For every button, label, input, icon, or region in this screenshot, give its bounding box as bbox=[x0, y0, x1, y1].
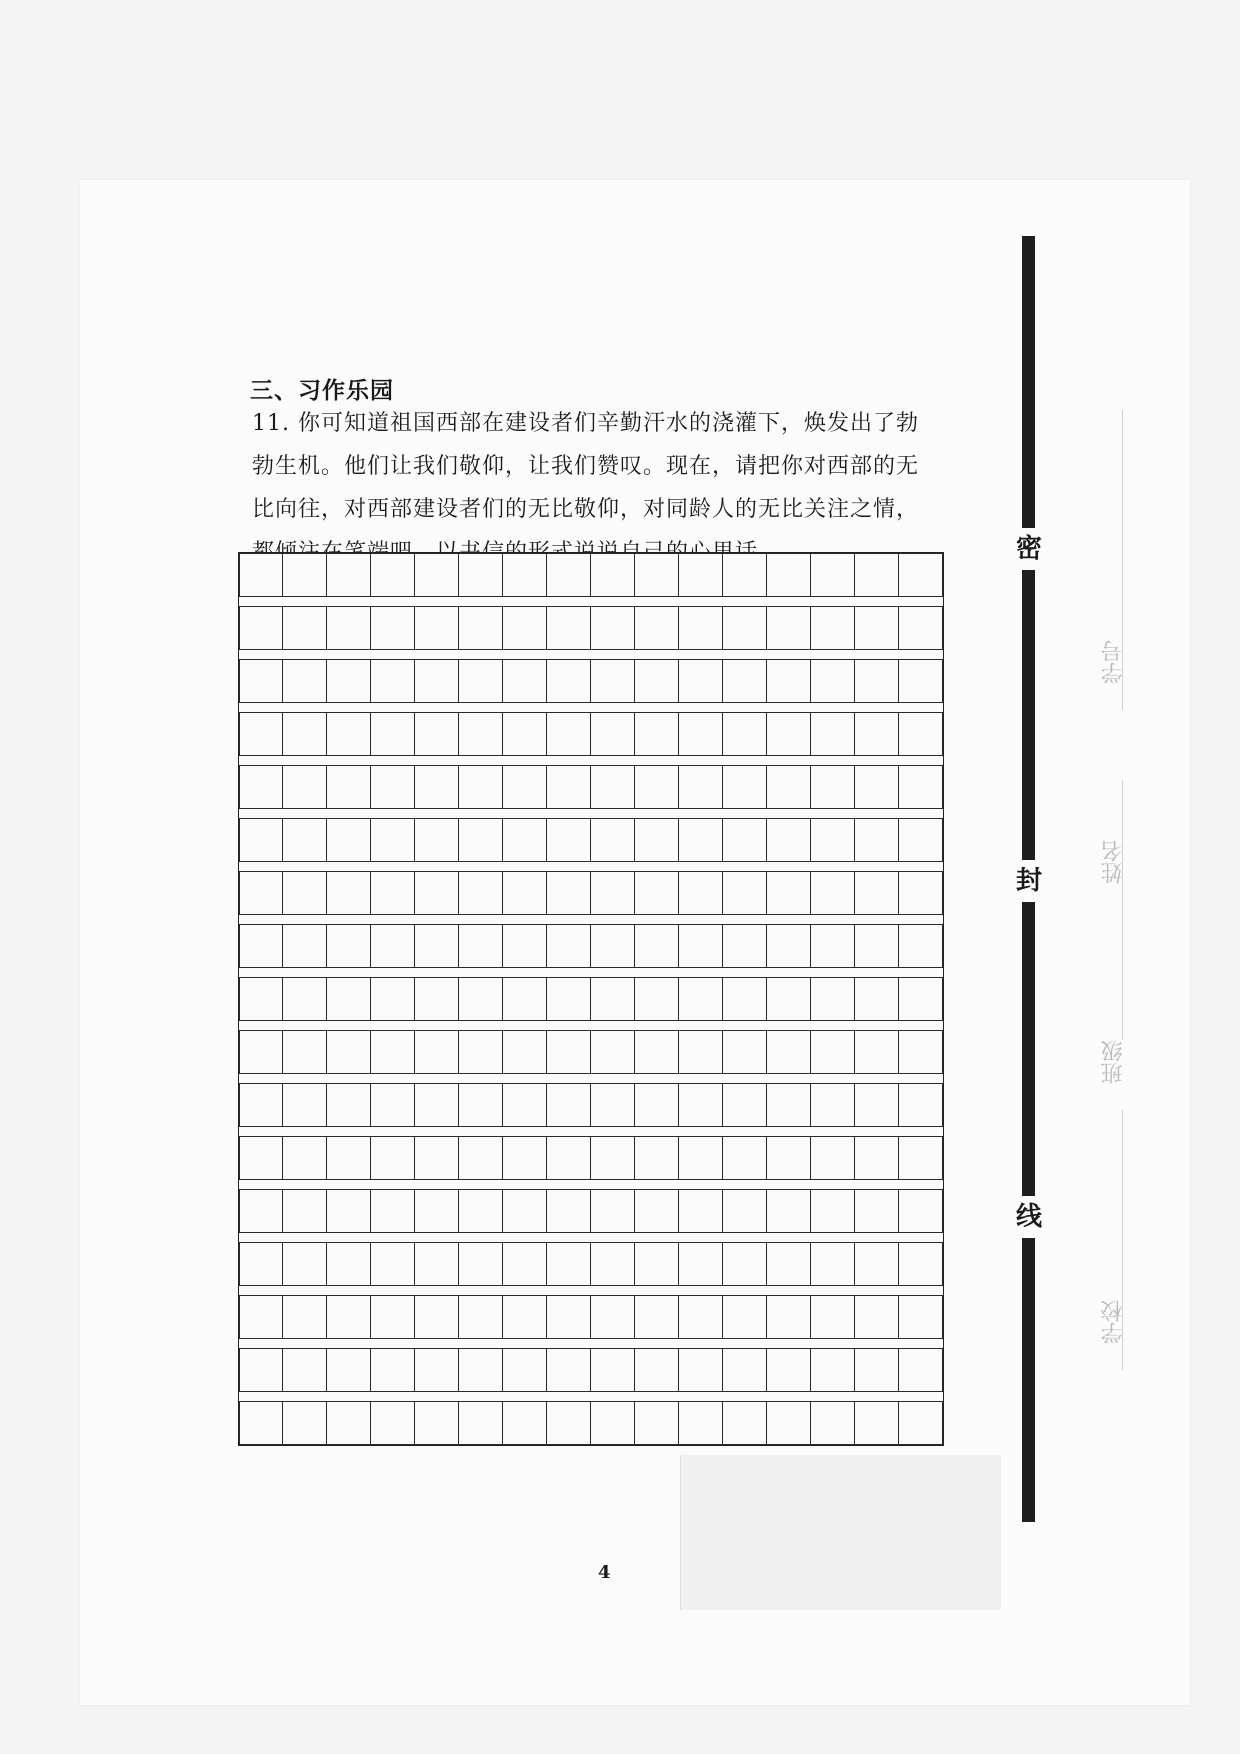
grid-cell bbox=[414, 871, 459, 915]
grid-cell bbox=[898, 977, 943, 1021]
grid-cell bbox=[634, 1136, 679, 1180]
grid-cell bbox=[282, 1348, 327, 1392]
grid-cell bbox=[239, 1401, 283, 1445]
seal-char-feng: 封 bbox=[1010, 860, 1048, 902]
grid-cell bbox=[414, 977, 459, 1021]
grid-cell bbox=[282, 1401, 327, 1445]
grid-cell bbox=[546, 1189, 591, 1233]
grid-cell bbox=[326, 1083, 371, 1127]
grid-cell bbox=[854, 1348, 899, 1392]
grid-cell bbox=[634, 1030, 679, 1074]
grid-cell bbox=[590, 1189, 635, 1233]
grid-cell bbox=[810, 712, 855, 756]
grid-cell bbox=[326, 1242, 371, 1286]
grid-cell bbox=[239, 606, 283, 650]
grid-cell bbox=[722, 818, 767, 862]
grid-cell bbox=[854, 871, 899, 915]
grid-cell bbox=[282, 871, 327, 915]
grid-cell bbox=[370, 977, 415, 1021]
grid-cell bbox=[326, 977, 371, 1021]
grid-cell bbox=[590, 871, 635, 915]
grid-cell bbox=[678, 1295, 723, 1339]
grid-cell bbox=[370, 765, 415, 809]
grid-cell bbox=[282, 1189, 327, 1233]
grid-cell bbox=[282, 1242, 327, 1286]
grid-cell bbox=[810, 606, 855, 650]
grid-cell bbox=[898, 765, 943, 809]
grid-cell bbox=[590, 712, 635, 756]
grid-cell bbox=[590, 1348, 635, 1392]
grid-cell bbox=[414, 553, 459, 597]
grid-cell bbox=[766, 1295, 811, 1339]
grid-cell bbox=[722, 1030, 767, 1074]
grid-cell bbox=[898, 659, 943, 703]
page-number: 4 bbox=[598, 1562, 611, 1583]
grid-cell bbox=[326, 553, 371, 597]
grid-cell bbox=[458, 553, 503, 597]
grid-cell bbox=[239, 1030, 283, 1074]
grid-cell bbox=[634, 1242, 679, 1286]
grid-cell bbox=[810, 1348, 855, 1392]
grid-cell bbox=[326, 1348, 371, 1392]
grid-cell bbox=[854, 818, 899, 862]
grid-cell bbox=[722, 1242, 767, 1286]
question-text: 11. 你可知道祖国西部在建设者们辛勤汗水的浇灌下，焕发出了勃勃生机。他们让我们敬仰，让我们赞叹。现在，请把你对西部的无比向往，对西部建设者们的无比敬仰，对同龄人的无比关注之情， bbox=[252, 411, 920, 522]
grid-cell bbox=[898, 871, 943, 915]
grid-cell bbox=[678, 765, 723, 809]
grid-cell bbox=[678, 818, 723, 862]
grid-cell bbox=[854, 977, 899, 1021]
grid-cell bbox=[722, 1189, 767, 1233]
grid-cell bbox=[898, 1348, 943, 1392]
grid-cell bbox=[678, 553, 723, 597]
grid-cell bbox=[326, 924, 371, 968]
grid-cell bbox=[282, 1030, 327, 1074]
tape-patch bbox=[680, 1455, 1001, 1610]
grid-cell bbox=[546, 818, 591, 862]
grid-cell bbox=[854, 659, 899, 703]
grid-cell bbox=[370, 606, 415, 650]
grid-cell bbox=[810, 1189, 855, 1233]
grid-cell bbox=[810, 659, 855, 703]
grid-cell bbox=[722, 924, 767, 968]
grid-cell bbox=[634, 606, 679, 650]
grid-cell bbox=[282, 659, 327, 703]
grid-cell bbox=[898, 712, 943, 756]
grid-cell bbox=[458, 1348, 503, 1392]
grid-cell bbox=[634, 924, 679, 968]
side-label-class: 班级 bbox=[1101, 1040, 1126, 1084]
grid-cell bbox=[678, 871, 723, 915]
grid-cell bbox=[678, 606, 723, 650]
grid-cell bbox=[546, 977, 591, 1021]
grid-cell bbox=[810, 977, 855, 1021]
grid-cell bbox=[810, 924, 855, 968]
grid-cell bbox=[502, 1030, 547, 1074]
grid-cell bbox=[458, 1083, 503, 1127]
grid-cell bbox=[502, 1189, 547, 1233]
grid-cell bbox=[634, 1401, 679, 1445]
grid-cell bbox=[854, 1401, 899, 1445]
grid-cell bbox=[766, 1030, 811, 1074]
grid-cell bbox=[854, 1242, 899, 1286]
grid-cell bbox=[458, 1401, 503, 1445]
grid-cell bbox=[502, 924, 547, 968]
grid-cell bbox=[810, 1401, 855, 1445]
grid-cell bbox=[326, 871, 371, 915]
grid-cell bbox=[766, 712, 811, 756]
grid-cell bbox=[590, 818, 635, 862]
grid-cell bbox=[326, 1189, 371, 1233]
grid-cell bbox=[634, 553, 679, 597]
grid-cell bbox=[898, 1189, 943, 1233]
grid-cell bbox=[546, 712, 591, 756]
grid-cell bbox=[282, 553, 327, 597]
grid-cell bbox=[898, 1401, 943, 1445]
grid-cell bbox=[722, 1401, 767, 1445]
grid-cell bbox=[634, 977, 679, 1021]
grid-cell bbox=[722, 977, 767, 1021]
grid-cell bbox=[326, 1136, 371, 1180]
grid-cell bbox=[370, 818, 415, 862]
grid-cell bbox=[458, 712, 503, 756]
grid-cell bbox=[898, 924, 943, 968]
grid-cell bbox=[854, 1189, 899, 1233]
grid-cell bbox=[678, 977, 723, 1021]
grid-cell bbox=[546, 659, 591, 703]
grid-cell bbox=[370, 1136, 415, 1180]
grid-cell bbox=[898, 1136, 943, 1180]
grid-cell bbox=[370, 1401, 415, 1445]
section-title: 三、习作乐园 bbox=[250, 378, 394, 404]
grid-cell bbox=[326, 1401, 371, 1445]
grid-cell bbox=[458, 1242, 503, 1286]
grid-cell bbox=[854, 1136, 899, 1180]
grid-cell bbox=[898, 1242, 943, 1286]
grid-cell bbox=[678, 1348, 723, 1392]
grid-cell bbox=[546, 871, 591, 915]
grid-cell bbox=[239, 924, 283, 968]
grid-cell bbox=[414, 712, 459, 756]
grid-cell bbox=[239, 1189, 283, 1233]
grid-cell bbox=[546, 924, 591, 968]
grid-cell bbox=[590, 659, 635, 703]
grid-cell bbox=[326, 1295, 371, 1339]
grid-cell bbox=[370, 553, 415, 597]
grid-cell bbox=[414, 1136, 459, 1180]
grid-cell bbox=[502, 1242, 547, 1286]
grid-cell bbox=[590, 1136, 635, 1180]
writing-grid bbox=[238, 552, 944, 1446]
grid-cell bbox=[854, 924, 899, 968]
grid-cell bbox=[370, 1242, 415, 1286]
seal-char-xian: 线 bbox=[1010, 1196, 1048, 1238]
grid-cell bbox=[502, 1401, 547, 1445]
grid-cell bbox=[282, 712, 327, 756]
grid-cell bbox=[239, 553, 283, 597]
grid-cell bbox=[634, 1083, 679, 1127]
grid-cell bbox=[502, 977, 547, 1021]
grid-cell bbox=[854, 606, 899, 650]
grid-cell bbox=[810, 765, 855, 809]
grid-cell bbox=[810, 1295, 855, 1339]
grid-cell bbox=[458, 1189, 503, 1233]
grid-cell bbox=[810, 1136, 855, 1180]
grid-cell bbox=[898, 818, 943, 862]
grid-cell bbox=[898, 606, 943, 650]
grid-cell bbox=[458, 1030, 503, 1074]
grid-cell bbox=[590, 1295, 635, 1339]
side-label-student-id: 学号 bbox=[1101, 640, 1126, 684]
grid-cell bbox=[766, 1136, 811, 1180]
grid-cell bbox=[546, 1242, 591, 1286]
grid-cell bbox=[370, 1189, 415, 1233]
grid-cell bbox=[414, 1242, 459, 1286]
grid-cell bbox=[326, 659, 371, 703]
grid-cell bbox=[414, 1295, 459, 1339]
grid-cell bbox=[766, 1401, 811, 1445]
grid-cell bbox=[634, 818, 679, 862]
grid-cell bbox=[239, 1348, 283, 1392]
grid-cell bbox=[766, 977, 811, 1021]
grid-cell bbox=[634, 1295, 679, 1339]
grid-cell bbox=[370, 1030, 415, 1074]
grid-cell bbox=[282, 1295, 327, 1339]
grid-cell bbox=[590, 977, 635, 1021]
grid-cell bbox=[766, 1083, 811, 1127]
grid-cell bbox=[810, 1030, 855, 1074]
grid-cell bbox=[590, 1401, 635, 1445]
grid-cell bbox=[326, 606, 371, 650]
grid-cell bbox=[854, 1083, 899, 1127]
grid-cell bbox=[722, 606, 767, 650]
grid-cell bbox=[854, 1030, 899, 1074]
grid-cell bbox=[458, 765, 503, 809]
grid-cell bbox=[239, 818, 283, 862]
grid-cell bbox=[502, 871, 547, 915]
grid-cell bbox=[282, 924, 327, 968]
grid-cell bbox=[766, 871, 811, 915]
grid-cell bbox=[458, 659, 503, 703]
grid-cell bbox=[678, 712, 723, 756]
grid-cell bbox=[239, 871, 283, 915]
grid-cell bbox=[370, 871, 415, 915]
grid-cell bbox=[239, 1295, 283, 1339]
grid-cell bbox=[239, 977, 283, 1021]
grid-cell bbox=[458, 818, 503, 862]
grid-cell bbox=[810, 1242, 855, 1286]
grid-cell bbox=[810, 553, 855, 597]
grid-cell bbox=[634, 765, 679, 809]
grid-cell bbox=[546, 553, 591, 597]
grid-cell bbox=[458, 924, 503, 968]
grid-cell bbox=[239, 765, 283, 809]
grid-cell bbox=[502, 1295, 547, 1339]
grid-cell bbox=[766, 606, 811, 650]
grid-cell bbox=[502, 818, 547, 862]
grid-cell bbox=[326, 765, 371, 809]
grid-cell bbox=[634, 712, 679, 756]
grid-cell bbox=[722, 1083, 767, 1127]
grid-cell bbox=[590, 924, 635, 968]
grid-cell bbox=[326, 1030, 371, 1074]
grid-cell bbox=[766, 659, 811, 703]
grid-cell bbox=[239, 712, 283, 756]
grid-cell bbox=[590, 1242, 635, 1286]
grid-cell bbox=[766, 1348, 811, 1392]
grid-cell bbox=[502, 1083, 547, 1127]
grid-cell bbox=[414, 765, 459, 809]
grid-cell bbox=[370, 924, 415, 968]
grid-cell bbox=[282, 606, 327, 650]
grid-cell bbox=[414, 924, 459, 968]
grid-cell bbox=[722, 1295, 767, 1339]
grid-cell bbox=[546, 1401, 591, 1445]
grid-cell bbox=[502, 659, 547, 703]
grid-cell bbox=[414, 1401, 459, 1445]
grid-cell bbox=[590, 1083, 635, 1127]
grid-cell bbox=[678, 1030, 723, 1074]
grid-cell bbox=[678, 1136, 723, 1180]
grid-cell bbox=[766, 1189, 811, 1233]
grid-cell bbox=[370, 659, 415, 703]
grid-cell bbox=[282, 1083, 327, 1127]
grid-cell bbox=[239, 659, 283, 703]
grid-cell bbox=[810, 1083, 855, 1127]
grid-cell bbox=[546, 765, 591, 809]
grid-cell bbox=[502, 606, 547, 650]
side-label-school: 学校 bbox=[1101, 1300, 1126, 1344]
grid-cell bbox=[766, 924, 811, 968]
grid-cell bbox=[634, 1189, 679, 1233]
grid-cell bbox=[502, 765, 547, 809]
grid-cell bbox=[678, 659, 723, 703]
grid-cell bbox=[414, 1030, 459, 1074]
grid-cell bbox=[546, 1295, 591, 1339]
grid-cell bbox=[810, 871, 855, 915]
grid-cell bbox=[898, 1083, 943, 1127]
grid-cell bbox=[370, 1295, 415, 1339]
grid-cell bbox=[722, 871, 767, 915]
grid-cell bbox=[239, 1242, 283, 1286]
grid-cell bbox=[590, 1030, 635, 1074]
grid-cell bbox=[590, 765, 635, 809]
grid-cell bbox=[634, 871, 679, 915]
grid-cell bbox=[414, 659, 459, 703]
grid-cell bbox=[414, 606, 459, 650]
grid-cell bbox=[722, 1136, 767, 1180]
grid-cell bbox=[546, 1136, 591, 1180]
grid-cell bbox=[722, 1348, 767, 1392]
grid-cell bbox=[678, 924, 723, 968]
side-fill-line bbox=[1122, 780, 1123, 1040]
grid-cell bbox=[898, 1030, 943, 1074]
grid-cell bbox=[326, 712, 371, 756]
grid-cell bbox=[854, 553, 899, 597]
grid-cell bbox=[414, 818, 459, 862]
grid-cell bbox=[326, 818, 371, 862]
grid-cell bbox=[898, 553, 943, 597]
grid-cell bbox=[678, 1189, 723, 1233]
grid-cell bbox=[502, 1136, 547, 1180]
grid-cell bbox=[546, 1083, 591, 1127]
grid-cell bbox=[898, 1295, 943, 1339]
grid-cell bbox=[414, 1348, 459, 1392]
grid-cell bbox=[722, 553, 767, 597]
grid-cell bbox=[722, 659, 767, 703]
side-label-name: 姓名 bbox=[1101, 840, 1126, 884]
grid-cell bbox=[590, 606, 635, 650]
grid-cell bbox=[854, 1295, 899, 1339]
grid-cell bbox=[370, 712, 415, 756]
grid-cell bbox=[239, 1083, 283, 1127]
grid-cell bbox=[678, 1401, 723, 1445]
grid-cell bbox=[458, 1295, 503, 1339]
grid-cell bbox=[766, 1242, 811, 1286]
grid-cell bbox=[282, 765, 327, 809]
grid-cell bbox=[458, 1136, 503, 1180]
grid-cell bbox=[722, 765, 767, 809]
grid-cell bbox=[370, 1348, 415, 1392]
grid-cell bbox=[546, 1030, 591, 1074]
grid-cell bbox=[458, 606, 503, 650]
seal-char-mi: 密 bbox=[1010, 528, 1048, 570]
grid-cell bbox=[678, 1083, 723, 1127]
grid-cell bbox=[282, 977, 327, 1021]
grid-cell bbox=[810, 818, 855, 862]
grid-cell bbox=[854, 765, 899, 809]
grid-cell bbox=[502, 712, 547, 756]
grid-cell bbox=[282, 818, 327, 862]
grid-cell bbox=[766, 765, 811, 809]
grid-cell bbox=[766, 818, 811, 862]
grid-cell bbox=[458, 871, 503, 915]
grid-cell bbox=[502, 553, 547, 597]
grid-cell bbox=[370, 1083, 415, 1127]
grid-cell bbox=[678, 1242, 723, 1286]
grid-cell bbox=[458, 977, 503, 1021]
grid-cell bbox=[546, 606, 591, 650]
grid-cell bbox=[414, 1189, 459, 1233]
grid-cell bbox=[282, 1136, 327, 1180]
grid-cell bbox=[722, 712, 767, 756]
grid-cell bbox=[766, 553, 811, 597]
grid-cell bbox=[414, 1083, 459, 1127]
grid-cell bbox=[546, 1348, 591, 1392]
grid-cell bbox=[634, 1348, 679, 1392]
grid-cell bbox=[239, 1136, 283, 1180]
grid-cell bbox=[590, 553, 635, 597]
grid-cell bbox=[634, 659, 679, 703]
grid-cell bbox=[854, 712, 899, 756]
grid-cell bbox=[502, 1348, 547, 1392]
